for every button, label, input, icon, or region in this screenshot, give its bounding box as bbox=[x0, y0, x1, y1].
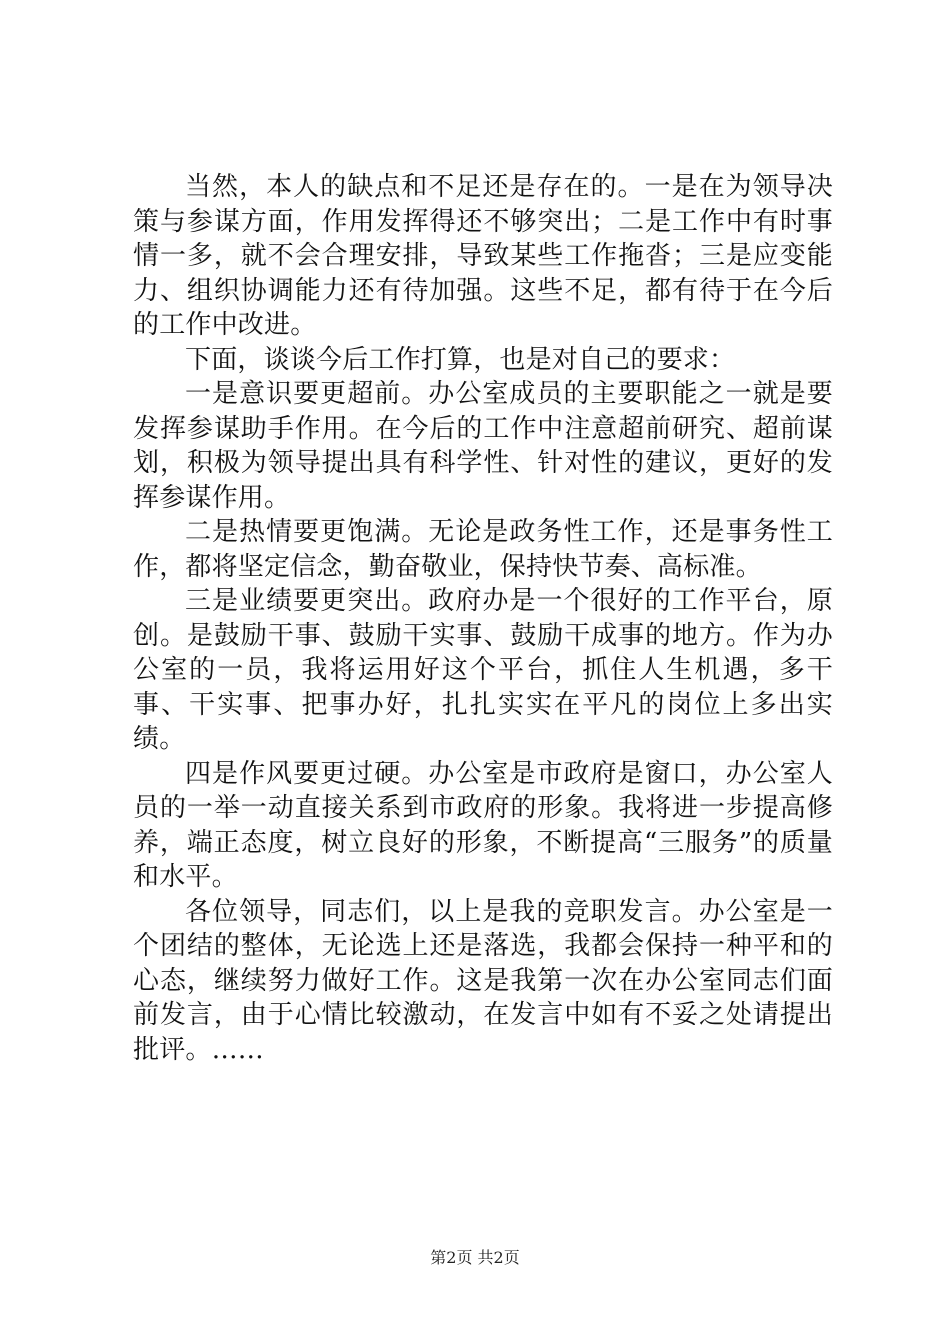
paragraph-future-plans-intro: 下面，谈谈今后工作打算，也是对自己的要求： bbox=[185, 344, 736, 375]
page-number-footer: 第2页 共2页 bbox=[430, 1248, 520, 1267]
paragraph-plan-four: 四是作风要更过硬。办公室是市政府是窗口，办公室人员的一举一动直接关系到市政府的形象。我将进一步提高修养，端正态度，树立良好的形象，不断提高“三服务”的质量和水平。 bbox=[133, 758, 833, 892]
paragraph-plan-three: 三是业绩要更突出。政府办是一个很好的工作平台，原创。是鼓励干事、鼓励干实事、鼓励干成事的地方。作为办公室的一员，我将运用好这个平台，抓住人生机遇，多干事、干实事、把事办好，扎扎实实在平凡的岗位上多出实绩。 bbox=[133, 586, 833, 754]
paragraph-plan-one: 一是意识要更超前。办公室成员的主要职能之一就是要发挥参谋助手作用。在今后的工作中注意超前研究、超前谋划，积极为领导提出具有科学性、针对性的建议，更好的发挥参谋作用。 bbox=[133, 379, 833, 513]
paragraph-shortcomings: 当然，本人的缺点和不足还是存在的。一是在为领导决策与参谋方面，作用发挥得还不够突出；二是工作中有时事情一多，就不会合理安排，导致某些工作拖沓；三是应变能力、组织协调能力还有待加强。这些不足，都有待于在今后的工作中改进。 bbox=[133, 172, 833, 340]
paragraph-plan-two: 二是热情要更饱满。无论是政务性工作，还是事务性工作，都将坚定信念，勤奋敬业，保持快节奏、高标准。 bbox=[133, 517, 833, 582]
document-body bbox=[133, 170, 833, 1067]
paragraph-closing: 各位领导，同志们，以上是我的竞职发言。办公室是一个团结的整体，无论选上还是落选，我都会保持一种平和的心态，继续努力做好工作。这是我第一次在办公室同志们面前发言，由于心情比较激动，在发言中如有不妥之处请提出批评。…… bbox=[133, 896, 833, 1065]
